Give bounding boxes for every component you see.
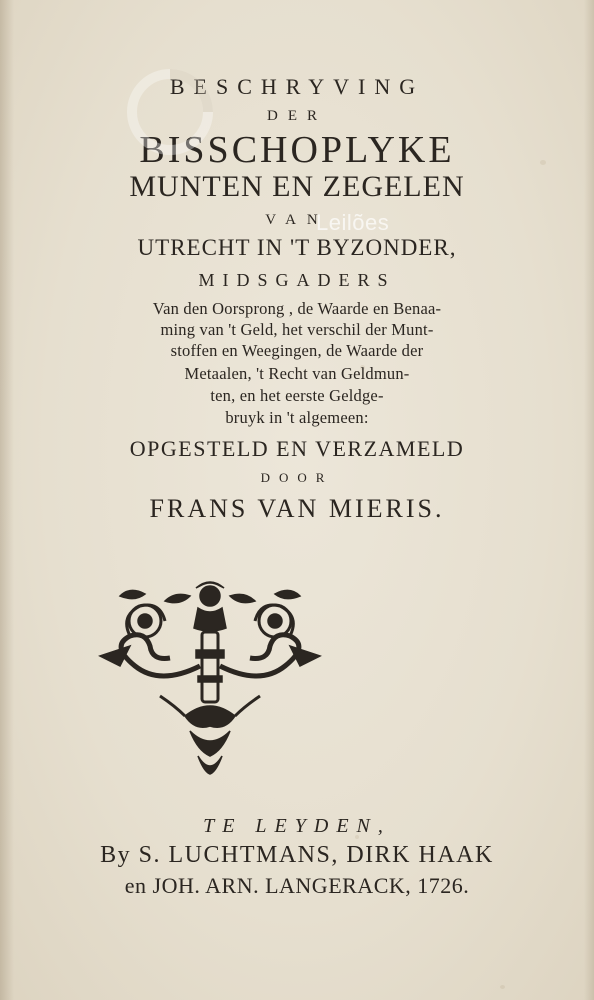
title-opgesteld: OPGESTELD EN VERZAMELD xyxy=(129,436,465,461)
body-line: Metaalen, 't Recht van Geldmun- xyxy=(184,364,410,383)
foxing-spot xyxy=(500,985,505,989)
body-line: bruyk in 't algemeen: xyxy=(225,408,369,427)
title-door: DOOR xyxy=(260,470,334,485)
body-line: stoffen en Weegingen, de Waarde der xyxy=(170,341,424,360)
title-beschryving: BESCHRYVING xyxy=(169,74,425,99)
body-line: ten, en het eerste Geldge- xyxy=(210,386,384,405)
body-line: ming van 't Geld, het verschil der Munt- xyxy=(160,320,434,339)
body-line: Van den Oorsprong , de Waarde en Benaa- xyxy=(152,299,442,318)
printers-ornament-icon xyxy=(90,576,330,776)
imprint-place: TE LEYDEN, xyxy=(203,815,391,837)
title-van: VAN xyxy=(265,212,329,228)
title-bisschoplyke: BISSCHOPLYKE xyxy=(139,129,455,171)
imprint-publisher-line1: By S. LUCHTMANS, DIRK HAAK xyxy=(100,842,494,868)
title-utrecht: UTRECHT IN 'T BYZONDER, xyxy=(137,235,457,260)
auction-logo-watermark-icon xyxy=(120,62,220,162)
title-der: DER xyxy=(267,108,327,124)
imprint-publisher-line2: en JOH. ARN. LANGERACK, 1726. xyxy=(124,873,470,898)
author-name: FRANS VAN MIERIS. xyxy=(149,494,445,523)
title-munten-en-zegelen: MUNTEN EN ZEGELEN xyxy=(129,170,465,203)
title-midsgaders: MIDSGADERS xyxy=(198,270,396,290)
watermark-text: Leilões xyxy=(316,210,390,235)
